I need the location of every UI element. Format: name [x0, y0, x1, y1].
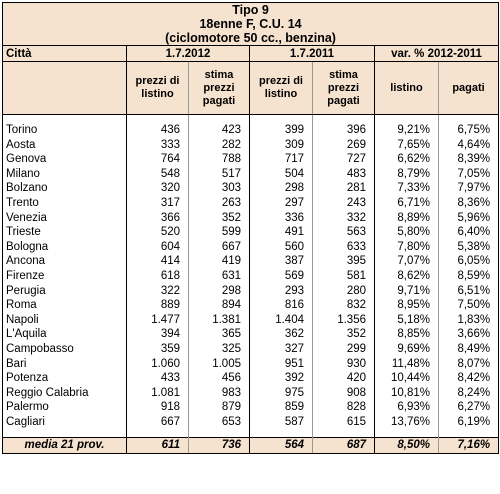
variation-paid: 7,97%	[439, 181, 499, 196]
paid-price-2011-header: stima prezzi pagati	[313, 62, 375, 115]
variation-paid: 1,83%	[439, 313, 499, 328]
list-price-2012: 604	[127, 240, 189, 255]
table-title: Tipo 9	[3, 3, 499, 18]
variation-paid: 3,66%	[439, 327, 499, 342]
variation-list: 6,93%	[375, 400, 439, 415]
table-row	[3, 313, 499, 328]
table-row	[3, 386, 499, 401]
paid-price-2012: 1.381	[189, 313, 250, 328]
average-variation-list: 8,50%	[375, 438, 439, 454]
year-2011-header: 1.7.2011	[250, 46, 375, 62]
table-row	[3, 196, 499, 211]
city-name: Trento	[3, 196, 127, 211]
list-price-2011: 387	[250, 254, 313, 269]
list-price-2011: 587	[250, 415, 313, 430]
list-price-2012: 618	[127, 269, 189, 284]
paid-price-2011: 280	[313, 284, 375, 299]
paid-price-2012: 653	[189, 415, 250, 430]
variation-paid: 6,19%	[439, 415, 499, 430]
list-price-2011: 327	[250, 342, 313, 357]
paid-price-2012: 983	[189, 386, 250, 401]
variation-list: 6,62%	[375, 152, 439, 167]
table-row	[3, 211, 499, 226]
paid-price-2011: 243	[313, 196, 375, 211]
list-price-2011: 293	[250, 284, 313, 299]
paid-price-2012: 1.005	[189, 357, 250, 372]
paid-price-2012: 303	[189, 181, 250, 196]
table-row	[3, 415, 499, 430]
average-variation-paid: 7,16%	[439, 438, 499, 454]
variation-paid: 8,49%	[439, 342, 499, 357]
list-price-2012: 667	[127, 415, 189, 430]
price-table	[2, 2, 499, 454]
paid-price-2011: 420	[313, 371, 375, 386]
variation-paid: 6,75%	[439, 123, 499, 138]
paid-price-2012: 788	[189, 152, 250, 167]
list-price-2012: 1.081	[127, 386, 189, 401]
list-price-2012: 1.477	[127, 313, 189, 328]
paid-price-2012: 419	[189, 254, 250, 269]
average-list-2011: 564	[250, 438, 313, 454]
list-price-2012: 918	[127, 400, 189, 415]
variation-paid: 8,24%	[439, 386, 499, 401]
table-row	[3, 254, 499, 269]
variation-list: 7,07%	[375, 254, 439, 269]
city-name: Firenze	[3, 269, 127, 284]
city-name: Milano	[3, 167, 127, 182]
variation-list: 11,48%	[375, 357, 439, 372]
list-price-2011: 975	[250, 386, 313, 401]
variation-list: 7,65%	[375, 138, 439, 153]
paid-price-2012: 423	[189, 123, 250, 138]
average-label: media 21 prov.	[3, 438, 127, 454]
table-row	[3, 152, 499, 167]
paid-price-2011: 727	[313, 152, 375, 167]
table-vehicle: (ciclomotore 50 cc., benzina)	[3, 31, 499, 46]
variation-paid: 8,39%	[439, 152, 499, 167]
list-price-2011: 392	[250, 371, 313, 386]
list-price-2011: 569	[250, 269, 313, 284]
variation-list: 10,81%	[375, 386, 439, 401]
city-name: Genova	[3, 152, 127, 167]
list-price-2011: 717	[250, 152, 313, 167]
paid-price-2011: 396	[313, 123, 375, 138]
table-row	[3, 357, 499, 372]
variation-paid: 8,07%	[439, 357, 499, 372]
city-name: Aosta	[3, 138, 127, 153]
list-price-2012: 366	[127, 211, 189, 226]
variation-header: var. % 2012-2011	[375, 46, 499, 62]
variation-paid: 5,38%	[439, 240, 499, 255]
variation-list: 5,18%	[375, 313, 439, 328]
variation-paid-header: pagati	[439, 62, 499, 115]
paid-price-2011: 581	[313, 269, 375, 284]
variation-paid: 6,27%	[439, 400, 499, 415]
city-name: Perugia	[3, 284, 127, 299]
paid-price-2011: 615	[313, 415, 375, 430]
city-name: Bolzano	[3, 181, 127, 196]
paid-price-2012: 517	[189, 167, 250, 182]
list-price-2011: 336	[250, 211, 313, 226]
variation-list: 9,69%	[375, 342, 439, 357]
city-name: Ancona	[3, 254, 127, 269]
variation-paid: 8,42%	[439, 371, 499, 386]
city-name: Roma	[3, 298, 127, 313]
variation-paid: 8,59%	[439, 269, 499, 284]
variation-list: 13,76%	[375, 415, 439, 430]
list-price-2012: 548	[127, 167, 189, 182]
list-price-2011: 362	[250, 327, 313, 342]
paid-price-2012: 298	[189, 284, 250, 299]
variation-paid: 7,05%	[439, 167, 499, 182]
variation-paid: 6,05%	[439, 254, 499, 269]
paid-price-2012: 263	[189, 196, 250, 211]
average-list-2012: 611	[127, 438, 189, 454]
average-paid-2012: 736	[189, 438, 250, 454]
list-price-2011: 309	[250, 138, 313, 153]
variation-paid: 7,50%	[439, 298, 499, 313]
list-price-2012: 394	[127, 327, 189, 342]
city-name: Torino	[3, 123, 127, 138]
list-price-2011: 504	[250, 167, 313, 182]
paid-price-2011: 908	[313, 386, 375, 401]
variation-list: 9,21%	[375, 123, 439, 138]
variation-list: 8,79%	[375, 167, 439, 182]
table-row	[3, 269, 499, 284]
paid-price-2011: 352	[313, 327, 375, 342]
list-price-2012: 359	[127, 342, 189, 357]
list-price-2012: 436	[127, 123, 189, 138]
year-2012-header: 1.7.2012	[127, 46, 250, 62]
list-price-2011: 951	[250, 357, 313, 372]
paid-price-2012: 456	[189, 371, 250, 386]
list-price-2011: 816	[250, 298, 313, 313]
variation-list: 6,71%	[375, 196, 439, 211]
list-price-2012: 320	[127, 181, 189, 196]
list-price-2011-header: prezzi di listino	[250, 62, 313, 115]
table-body	[3, 123, 499, 429]
table-row	[3, 400, 499, 415]
variation-list-header: listino	[375, 62, 439, 115]
variation-list: 8,85%	[375, 327, 439, 342]
table-row	[3, 225, 499, 240]
list-price-2011: 1.404	[250, 313, 313, 328]
paid-price-2011: 563	[313, 225, 375, 240]
paid-price-2012: 879	[189, 400, 250, 415]
table-row	[3, 138, 499, 153]
variation-paid: 8,36%	[439, 196, 499, 211]
list-price-2011: 399	[250, 123, 313, 138]
table-row	[3, 298, 499, 313]
table-row	[3, 240, 499, 255]
list-price-2011: 560	[250, 240, 313, 255]
variation-paid: 4,64%	[439, 138, 499, 153]
paid-price-2012: 352	[189, 211, 250, 226]
city-name: Venezia	[3, 211, 127, 226]
list-price-2012: 333	[127, 138, 189, 153]
table-row	[3, 123, 499, 138]
city-name: Potenza	[3, 371, 127, 386]
variation-list: 9,71%	[375, 284, 439, 299]
city-name: Campobasso	[3, 342, 127, 357]
city-name: Cagliari	[3, 415, 127, 430]
paid-price-2011: 930	[313, 357, 375, 372]
variation-paid: 6,51%	[439, 284, 499, 299]
variation-paid: 5,96%	[439, 211, 499, 226]
variation-paid: 6,40%	[439, 225, 499, 240]
paid-price-2012-header: stima prezzi pagati	[189, 62, 250, 115]
city-name: L'Aquila	[3, 327, 127, 342]
average-row	[3, 438, 499, 454]
list-price-2012: 1.060	[127, 357, 189, 372]
table-subtitle: 18enne F, C.U. 14	[3, 17, 499, 31]
list-price-2012: 414	[127, 254, 189, 269]
list-price-2011: 298	[250, 181, 313, 196]
price-table-container	[2, 2, 498, 454]
variation-list: 8,62%	[375, 269, 439, 284]
table-row	[3, 342, 499, 357]
variation-list: 7,80%	[375, 240, 439, 255]
list-price-2012: 433	[127, 371, 189, 386]
paid-price-2011: 828	[313, 400, 375, 415]
table-row	[3, 371, 499, 386]
paid-price-2011: 299	[313, 342, 375, 357]
paid-price-2011: 483	[313, 167, 375, 182]
table-row	[3, 167, 499, 182]
paid-price-2012: 599	[189, 225, 250, 240]
table-row	[3, 327, 499, 342]
variation-list: 5,80%	[375, 225, 439, 240]
variation-list: 7,33%	[375, 181, 439, 196]
list-price-2011: 297	[250, 196, 313, 211]
variation-list: 8,89%	[375, 211, 439, 226]
list-price-2012: 520	[127, 225, 189, 240]
paid-price-2012: 631	[189, 269, 250, 284]
city-column-header: Città	[3, 46, 127, 62]
paid-price-2011: 281	[313, 181, 375, 196]
paid-price-2011: 832	[313, 298, 375, 313]
table-row	[3, 284, 499, 299]
list-price-2011: 491	[250, 225, 313, 240]
city-name: Bologna	[3, 240, 127, 255]
paid-price-2011: 269	[313, 138, 375, 153]
paid-price-2012: 325	[189, 342, 250, 357]
city-name: Bari	[3, 357, 127, 372]
list-price-2012: 889	[127, 298, 189, 313]
list-price-2012-header: prezzi di listino	[127, 62, 189, 115]
paid-price-2012: 282	[189, 138, 250, 153]
paid-price-2011: 1.356	[313, 313, 375, 328]
paid-price-2011: 395	[313, 254, 375, 269]
list-price-2012: 764	[127, 152, 189, 167]
list-price-2011: 859	[250, 400, 313, 415]
city-name: Napoli	[3, 313, 127, 328]
paid-price-2011: 332	[313, 211, 375, 226]
table-row	[3, 181, 499, 196]
city-name: Reggio Calabria	[3, 386, 127, 401]
city-name: Palermo	[3, 400, 127, 415]
variation-list: 10,44%	[375, 371, 439, 386]
list-price-2012: 317	[127, 196, 189, 211]
paid-price-2011: 633	[313, 240, 375, 255]
average-paid-2011: 687	[313, 438, 375, 454]
paid-price-2012: 667	[189, 240, 250, 255]
paid-price-2012: 365	[189, 327, 250, 342]
variation-list: 8,95%	[375, 298, 439, 313]
city-name: Trieste	[3, 225, 127, 240]
paid-price-2012: 894	[189, 298, 250, 313]
list-price-2012: 322	[127, 284, 189, 299]
